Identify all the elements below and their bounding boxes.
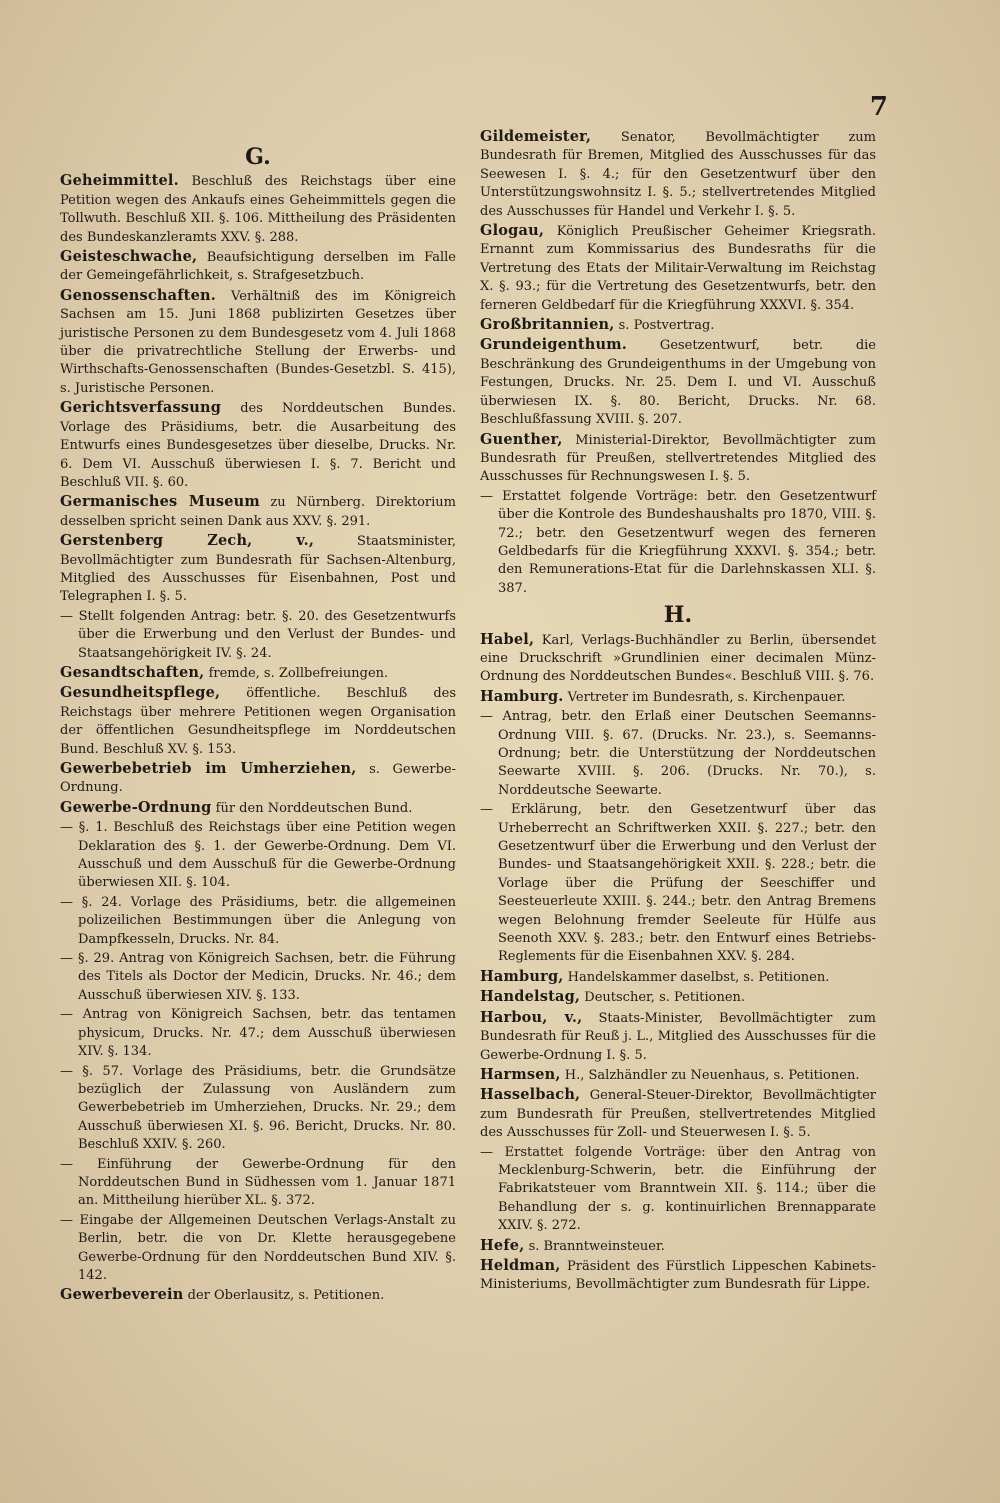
- entry-text: Staats-Minister, Bevollmächtigter zum Bundesrath für Reuß j. L., Mitglied des Ausschusses für die Gewerbe-Ordnung I. §. 5.: [480, 1010, 876, 1063]
- index-entry: [480, 631, 876, 687]
- entry-text: Verhältniß des im Königreich Sachsen am 15. Juni 1868 publizirten Gesetzes über juristische Personen zu dem Bundesgesetz vom 4. Juli 1868 über die privatrechtliche Stellung der Erwerbs- und Wirthschafts-Genossenschaften (Bundes-Gesetzbl. S. 415), s. Juristische Personen.: [60, 288, 456, 396]
- entry-headword: Gesundheitspflege,: [60, 684, 221, 702]
- entry-text: Ministerial-Direktor, Bevollmächtigter zum Bundesrath für Preußen, stellvertretendes Mitglied des Ausschusses für Rechnungswesen I. §. 5.: [480, 432, 876, 485]
- section-letter-h: H.: [663, 602, 693, 629]
- index-subentry: [60, 608, 456, 663]
- entry-text: s. Gewerbe-Ordnung.: [60, 762, 456, 796]
- index-entry: [60, 172, 456, 247]
- index-subentry: [60, 1006, 456, 1061]
- entry-headword: Großbritannien,: [480, 316, 615, 334]
- entry-text: des Norddeutschen Bundes. Vorlage des Präsidiums, betr. die Ausarbeitung des Entwurfs eines Bundesgesetzes über dieselbe, Drucks. Nr. 6. Dem VI. Ausschuß überwiesen I. §. 7. Bericht und Beschluß VII. §. 60.: [60, 401, 456, 490]
- entry-headword: Geisteschwache,: [60, 248, 198, 266]
- entry-headword: Hefe,: [480, 1236, 525, 1254]
- index-entry: [480, 988, 876, 1007]
- index-entry: [480, 1066, 876, 1085]
- left-entries: [60, 172, 456, 1305]
- index-entry: [480, 222, 876, 315]
- entry-text: Staatsminister, Bevollmächtigter zum Bundesrath für Sachsen-Altenburg, Mitglied des Ausschusses für Eisenbahnen, Post und Telegraphen I. §. 5.: [60, 534, 456, 605]
- entry-text: s. Branntweinsteuer.: [524, 1238, 665, 1254]
- entry-headword: Gesandtschaften,: [60, 663, 205, 681]
- entry-headword: Grundeigenthum.: [480, 336, 628, 354]
- index-entry: [480, 316, 876, 335]
- index-entry: [480, 1009, 876, 1065]
- entry-text: General-Steuer-Direktor, Bevollmächtigter zum Bundesrath für Preußen, stellvertretendes Mitglied des Ausschusses für Zoll- und Steuerwesen I. §. 5.: [480, 1088, 876, 1141]
- entry-text: Königlich Preußischer Geheimer Kriegsrath. Ernannt zum Kommissarius des Bundesraths für die Vertretung des Etats der Militair-Verwaltung im Reichstag X. §. 93.; für die Vertretung des Gesetzentwurfs, betr. den ferneren Geldbedarf für die Kriegführung XXXVI. §. 354.: [480, 224, 876, 313]
- entry-text: Handelskammer daselbst, s. Petitionen.: [563, 969, 830, 985]
- entry-text: — Erstattet folgende Vorträge: über den Antrag von Mecklenburg-Schwerin, betr. die Einführung der Fabrikatsteuer vom Branntwein XII. §. 114.; über die Behandlung der s. g. kontinuirlichen Brennapparate XXIV. §. 272.: [480, 1144, 876, 1234]
- index-entry: [480, 431, 876, 487]
- index-entry: [60, 1286, 456, 1305]
- entry-text: der Oberlausitz, s. Petitionen.: [183, 1288, 385, 1304]
- entry-text: — Erstattet folgende Vorträge: betr. den Gesetzentwurf über die Kontrole des Bundeshaushalts pro 1870, VIII. §. 72.; betr. den Gesetzentwurf wegen des ferneren Geldbedarfs für die Kriegführung XXXVI. §. 354.; betr. den Remunerations-Etat für die Darlehnskassen XLI. §. 387.: [480, 488, 876, 596]
- left-column: [60, 128, 456, 1307]
- index-entry: [60, 493, 456, 531]
- entry-text: Gesetzentwurf, betr. die Beschränkung des Grundeigenthums in der Umgebung von Festungen, Drucks. Nr. 25. Dem I. und VI. Ausschuß überwiesen IX. §. 80. Bericht, Drucks. Nr. 68. Beschlußfassung XVIII. §. 207.: [480, 338, 876, 428]
- entry-headword: Gewerbebetrieb im Umherziehen,: [60, 760, 357, 777]
- index-entry: [60, 399, 456, 492]
- entry-text: öffentliche. Beschluß des Reichstags über mehrere Petitionen wegen Organisation der öffentlichen Gesundheitspflege im Norddeutschen Bund. Beschluß XV. §. 153.: [60, 686, 456, 757]
- entry-headword: Heldman,: [480, 1256, 561, 1274]
- entry-text: Karl, Verlags-Buchhändler zu Berlin, übersendet eine Druckschrift »Grundlinien einer decimalen Münz-Ordnung des Norddeutschen Bundes«. Beschluß VIII. §. 76.: [480, 632, 876, 685]
- index-entry: [60, 287, 456, 398]
- entry-text: zu Nürnberg. Direktorium desselben spricht seinen Dank aus XXV. §. 291.: [60, 495, 456, 529]
- index-entry: [480, 1086, 876, 1142]
- entry-headword: Guenther,: [480, 430, 563, 448]
- index-entry: [480, 1257, 876, 1295]
- index-entry: [480, 1237, 876, 1256]
- entry-text: — Antrag von Königreich Sachsen, betr. das tentamen physicum, Drucks. Nr. 47.; dem Ausschuß überwiesen XIV. §. 134.: [60, 1007, 456, 1060]
- page-number: 7: [869, 92, 888, 122]
- section-letter-g: G.: [245, 144, 271, 170]
- entry-text: Beaufsichtigung derselben im Falle der Gemeingefährlichkeit, s. Strafgesetzbuch.: [60, 250, 456, 284]
- entry-headword: Geheimmittel.: [60, 172, 179, 190]
- index-subentry: [60, 1212, 456, 1286]
- entry-headword: Gerichtsverfassung: [60, 399, 222, 417]
- index-subentry: [480, 801, 876, 967]
- entry-headword: Gerstenberg Zech, v.,: [60, 532, 315, 550]
- index-subentry: [60, 819, 456, 893]
- index-entry: [60, 760, 456, 798]
- entry-headword: Hasselbach,: [480, 1086, 581, 1104]
- index-subentry: [480, 488, 876, 598]
- entry-text: — §. 24. Vorlage des Präsidiums, betr. die allgemeinen polizeilichen Bestimmungen über die Anlegung von Dampfkesseln, Drucks. Nr. 84.: [60, 894, 456, 947]
- entry-text: Präsident des Fürstlich Lippeschen Kabinets-Ministeriums, Bevollmächtigter zum Bundesrath für Lippe.: [480, 1258, 876, 1293]
- entry-text: H., Salzhändler zu Neuenhaus, s. Petitionen.: [560, 1067, 860, 1083]
- index-subentry: [60, 1156, 456, 1211]
- entry-headword: Glogau,: [480, 222, 545, 240]
- index-subentry: [60, 950, 456, 1005]
- index-entry: [60, 684, 456, 759]
- entry-headword: Handelstag,: [480, 988, 581, 1006]
- entry-text: — Antrag, betr. den Erlaß einer Deutschen Seemanns-Ordnung VIII. §. 67. (Drucks. Nr. 23.), s. Seemanns-Ordnung; betr. die Unterstützung der Norddeutschen Seewarte XVIII. §. 206. (Drucks. Nr. 70.), s. Norddeutsche Seewarte.: [480, 709, 876, 798]
- index-subentry: [480, 1144, 876, 1236]
- index-entry: [480, 128, 876, 221]
- index-entry: [480, 688, 876, 707]
- entry-headword: Germanisches Museum: [60, 493, 260, 511]
- entry-text: Vertreter im Bundesrath, s. Kirchenpauer.: [563, 689, 846, 705]
- index-subentry: [60, 894, 456, 949]
- entry-text: für den Norddeutschen Bund.: [211, 800, 413, 816]
- entry-text: — Stellt folgenden Antrag: betr. §. 20. des Gesetzentwurfs über die Erwerbung und den Verlust der Bundes- und Staatsangehörigkeit IV. §. 24.: [60, 608, 456, 661]
- entry-headword: Genossenschaften.: [60, 286, 216, 304]
- entry-headword: Harbou, v.,: [480, 1008, 583, 1026]
- entry-headword: Habel,: [480, 630, 535, 648]
- entry-text: — §. 29. Antrag von Königreich Sachsen, betr. die Führung des Titels als Doctor der Medicin, Drucks. Nr. 46.; dem Ausschuß überwiesen XIV. §. 133.: [60, 951, 456, 1003]
- index-entry: [60, 664, 456, 683]
- entry-text: Senator, Bevollmächtigter zum Bundesrath für Bremen, Mitglied des Ausschusses für das Seewesen I. §. 4.; für den Gesetzentwurf über den Unterstützungswohnsitz I. §. 5.; stellvertretendes Mitglied des Ausschusses für Handel und Verkehr I. §. 5.: [480, 130, 876, 219]
- entry-text: — §. 57. Vorlage des Präsidiums, betr. die Grundsätze bezüglich der Zulassung von Ausländern zum Gewerbebetrieb im Umherziehen, Drucks. Nr. 29.; dem Ausschuß überwiesen XI. §. 96. Bericht, Drucks. Nr. 80. Beschluß XXIV. §. 260.: [60, 1063, 456, 1153]
- entry-headword: Gewerbe-Ordnung: [60, 798, 212, 816]
- entry-text: — Einführung der Gewerbe-Ordnung für den Norddeutschen Bund in Südhessen vom 1. Januar 1871 an. Mittheilung hierüber XL. §. 372.: [60, 1156, 456, 1209]
- right-entries-after: [480, 631, 876, 1295]
- entry-text: fremde, s. Zollbefreiungen.: [204, 665, 389, 681]
- entry-text: — Eingabe der Allgemeinen Deutschen Verlags-Anstalt zu Berlin, betr. die von Dr. Klette herausgegebene Gewerbe-Ordnung für den Norddeutschen Bund XIV. §. 142.: [60, 1212, 456, 1283]
- index-entry: [480, 336, 876, 429]
- entry-text: Beschluß des Reichstags über eine Petition wegen des Ankaufs eines Geheimmittels gegen die Tollwuth. Beschluß XII. §. 106. Mittheilung des Präsidenten des Bundeskanzleramts XXV. §. 288.: [60, 174, 456, 245]
- entry-headword: Harmsen,: [480, 1065, 561, 1083]
- index-subentry: [480, 708, 876, 800]
- entry-text: Deutscher, s. Petitionen.: [580, 990, 746, 1006]
- right-entries-before: [480, 128, 876, 598]
- entry-headword: Hamburg.: [480, 687, 564, 705]
- entry-headword: Gewerbeverein: [60, 1286, 184, 1304]
- entry-headword: Hamburg,: [480, 967, 564, 985]
- index-entry: [60, 532, 456, 607]
- entry-headword: Gildemeister,: [480, 128, 592, 145]
- index-entry: [60, 799, 456, 818]
- right-column: [480, 128, 876, 1296]
- index-subentry: [60, 1063, 456, 1155]
- entry-text: — §. 1. Beschluß des Reichstags über eine Petition wegen Deklaration des §. 1. der Gewerbe-Ordnung. Dem VI. Ausschuß und dem Ausschuß für die Gewerbe-Ordnung überwiesen XII. §. 104.: [60, 820, 456, 891]
- index-entry: [60, 248, 456, 286]
- entry-text: s. Postvertrag.: [614, 318, 715, 334]
- entry-text: — Erklärung, betr. den Gesetzentwurf über das Urheberrecht an Schriftwerken XXII. §. 227.; betr. den Gesetzentwurf über die Erwerbung und den Verlust der Bundes- und Staatsangehörigkeit XXII. §. 228.; betr. die Vorlage über die Prüfung der Seeschiffer und Seesteuerleute XXIII. §. 244.; betr. den Antrag Bremens wegen Belohnung fremder Seeleute für Hülfe aus Seenoth XXV. §. 283.; betr. den Entwurf eines Betriebs-Reglements für die Eisenbahnen XXV. §. 284.: [480, 802, 876, 965]
- index-entry: [480, 968, 876, 987]
